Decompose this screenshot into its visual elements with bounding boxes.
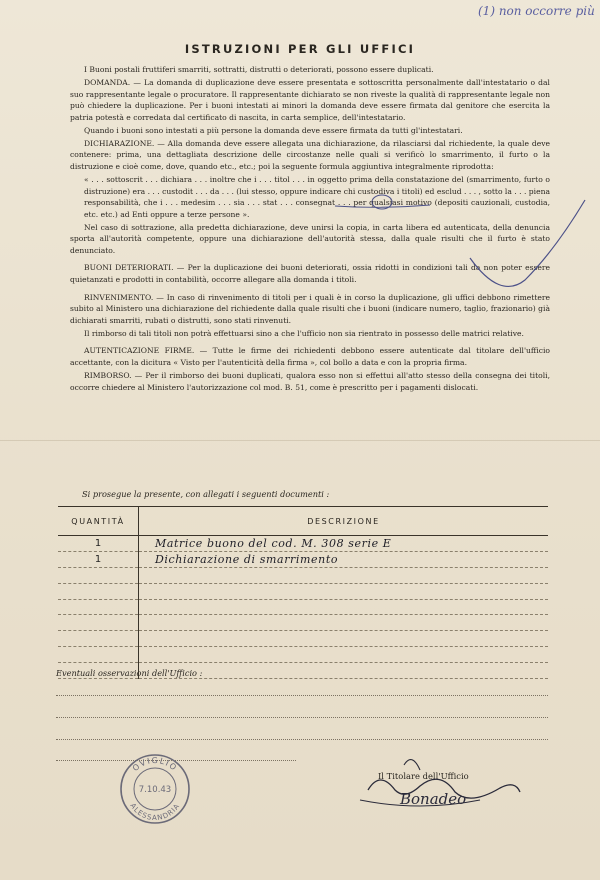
postmark-stamp bbox=[118, 752, 192, 826]
table-row bbox=[58, 551, 548, 567]
svg-text:OVIGLIO bbox=[131, 756, 179, 773]
observation-line bbox=[56, 695, 548, 696]
desc-cell bbox=[139, 631, 549, 647]
formula-paragraph: « . . . sottoscrit . . . dichiara . . . inoltre che i . . . titol . . . in oggetto prima della constatazione del (smarrimento, furto o distruzione) era . . . custodit . . . da . . . (lui stesso, oppure indicare chi custodiva i titoli) ed esclud . . . , sotto la . . . piena responsabilità, che i . . . medesim . . . sia . . . stat . . . consegnat . . . per qualsiasi motivo (depositi cauzionali, custodia, etc. etc.) ad Enti oppure a terze persone ». bbox=[84, 174, 550, 219]
domanda-paragraph-2: Quando i buoni sono intestati a più persone la domanda deve essere firmata da tutti gl'intestatari. bbox=[84, 125, 463, 135]
stamp-province: ALESSANDRIA bbox=[128, 801, 182, 823]
attachments-label: Si prosegue la presente, con allegati i seguenti documenti : bbox=[82, 489, 330, 499]
desc-cell bbox=[139, 615, 549, 631]
qty-cell bbox=[58, 631, 139, 647]
rinvenimento-paragraph: RINVENIMENTO. — In caso di rinvenimento di titoli per i quali è in corso la duplicazione, gli uffici debbono rimettere subito al Ministero una dichiarazione del richiedente dalla quale risulti che i buoni (indicare numero, taglio, frazionario) già dichiarati smarriti, rubati o distrutti, sono stati rinvenuti. bbox=[70, 292, 550, 325]
signature-name: Bonadeo bbox=[400, 790, 467, 808]
deteriorati-paragraph: BUONI DETERIORATI. — Per la duplicazione dei buoni deteriorati, ossia ridotti in condizioni tali da non poter essere quietanzati e prodotti in contabilità, occorre allegare alla domanda i titoli. bbox=[70, 263, 550, 285]
table-row bbox=[58, 536, 548, 552]
dichiarazione-paragraph: DICHIARAZIONE. — Alla domanda deve essere allegata una dichiarazione, da rilasciarsi dal richiedente, la quale deve contenere: prima, una dettagliata descrizione delle circostanze nelle quali si verificò lo smarrimento, il furto o la distruzione e cioè come, dove, quando etc., etc.; poi la seguente formula aggiuntiva integralmente riprodotta: bbox=[70, 138, 550, 171]
page-title: ISTRUZIONI PER GLI UFFICI bbox=[184, 42, 416, 56]
desc-cell: Matrice buono del cod. M. 308 serie E bbox=[139, 536, 549, 552]
desc-cell bbox=[139, 647, 549, 663]
qty-cell bbox=[58, 583, 139, 599]
svg-text:ALESSANDRIA bbox=[129, 802, 182, 822]
stamp-town: OVIGLIO bbox=[130, 755, 180, 774]
table-row bbox=[58, 647, 548, 663]
table-row bbox=[58, 599, 548, 615]
observation-line bbox=[56, 739, 548, 740]
table-row bbox=[58, 583, 548, 599]
table-row bbox=[58, 631, 548, 647]
table-row bbox=[58, 615, 548, 631]
domanda-paragraph: DOMANDA. — La domanda di duplicazione deve essere presentata e sottoscritta personalmente dall'intestatario o dal suo rappresentante legale o procuratore. Il rappresentante dichiarato se non riveste la qualità di rappresentante legale non può chiedere la duplicazione. Per i buoni intestati ai minori la domanda deve essere firmata dal genitore che esercita la patria potestà e corredata dal certificato di nascita, in carta semplice, dell'intestatario. bbox=[70, 77, 550, 122]
desc-cell bbox=[139, 599, 549, 615]
qty-cell bbox=[58, 615, 139, 631]
qty-cell: 1 bbox=[58, 551, 139, 567]
handwritten-note: (1) non occorre più bbox=[478, 4, 595, 18]
desc-cell bbox=[139, 567, 549, 583]
instructions-body bbox=[70, 64, 550, 395]
qty-cell bbox=[58, 599, 139, 615]
header-descrizione: DESCRIZIONE bbox=[139, 507, 549, 536]
header-quantita: QUANTITÀ bbox=[58, 507, 139, 536]
observations-label: Eventuali osservazioni dell'Ufficio : bbox=[56, 668, 203, 678]
sottrazione-paragraph: Nel caso di sottrazione, alla predetta dichiarazione, deve unirsi la copia, in carta libera ed autenticata, della denuncia sporta all'autorità competente, oppure una dichiarazione dell'autorità stessa, dalla quale risulti che il furto è stato denunciato. bbox=[70, 222, 550, 255]
qty-cell bbox=[58, 647, 139, 663]
qty-cell bbox=[58, 567, 139, 583]
desc-cell bbox=[139, 583, 549, 599]
qty-cell: 1 bbox=[58, 536, 139, 552]
signature bbox=[360, 770, 520, 820]
stamp-date: 7.10.43 bbox=[138, 785, 172, 795]
rimborso-paragraph: RIMBORSO. — Per il rimborso dei buoni duplicati, qualora esso non si effettui all'atto stesso della consegna dei titoli, occorre chiedere al Ministero l'autorizzazione col mod. B. 51, come è prescritto per i pagamenti dislocati. bbox=[70, 370, 550, 392]
intro-paragraph: I Buoni postali fruttiferi smarriti, sottratti, distrutti o deteriorati, possono essere duplicati. bbox=[84, 65, 434, 74]
observation-line bbox=[56, 717, 548, 718]
autenticazione-paragraph: AUTENTICAZIONE FIRME. — Tutte le firme dei richiedenti debbono essere autenticate dal titolare dell'ufficio accettante, con la dicitura « Visto per l'autenticità della firma », col bollo a data e con la propria firma. bbox=[70, 346, 550, 367]
titolare-label: Il Titolare dell'Ufficio bbox=[378, 771, 469, 781]
documents-table bbox=[58, 506, 548, 679]
table-row bbox=[58, 567, 548, 583]
desc-cell: Dichiarazione di smarrimento bbox=[139, 551, 549, 567]
paper-fold bbox=[0, 440, 600, 441]
rimborso-titoli-paragraph: Il rimborso di tali titoli non potrà effettuarsi sino a che l'ufficio non sia rientrato in possesso delle matrici relative. bbox=[84, 328, 524, 338]
